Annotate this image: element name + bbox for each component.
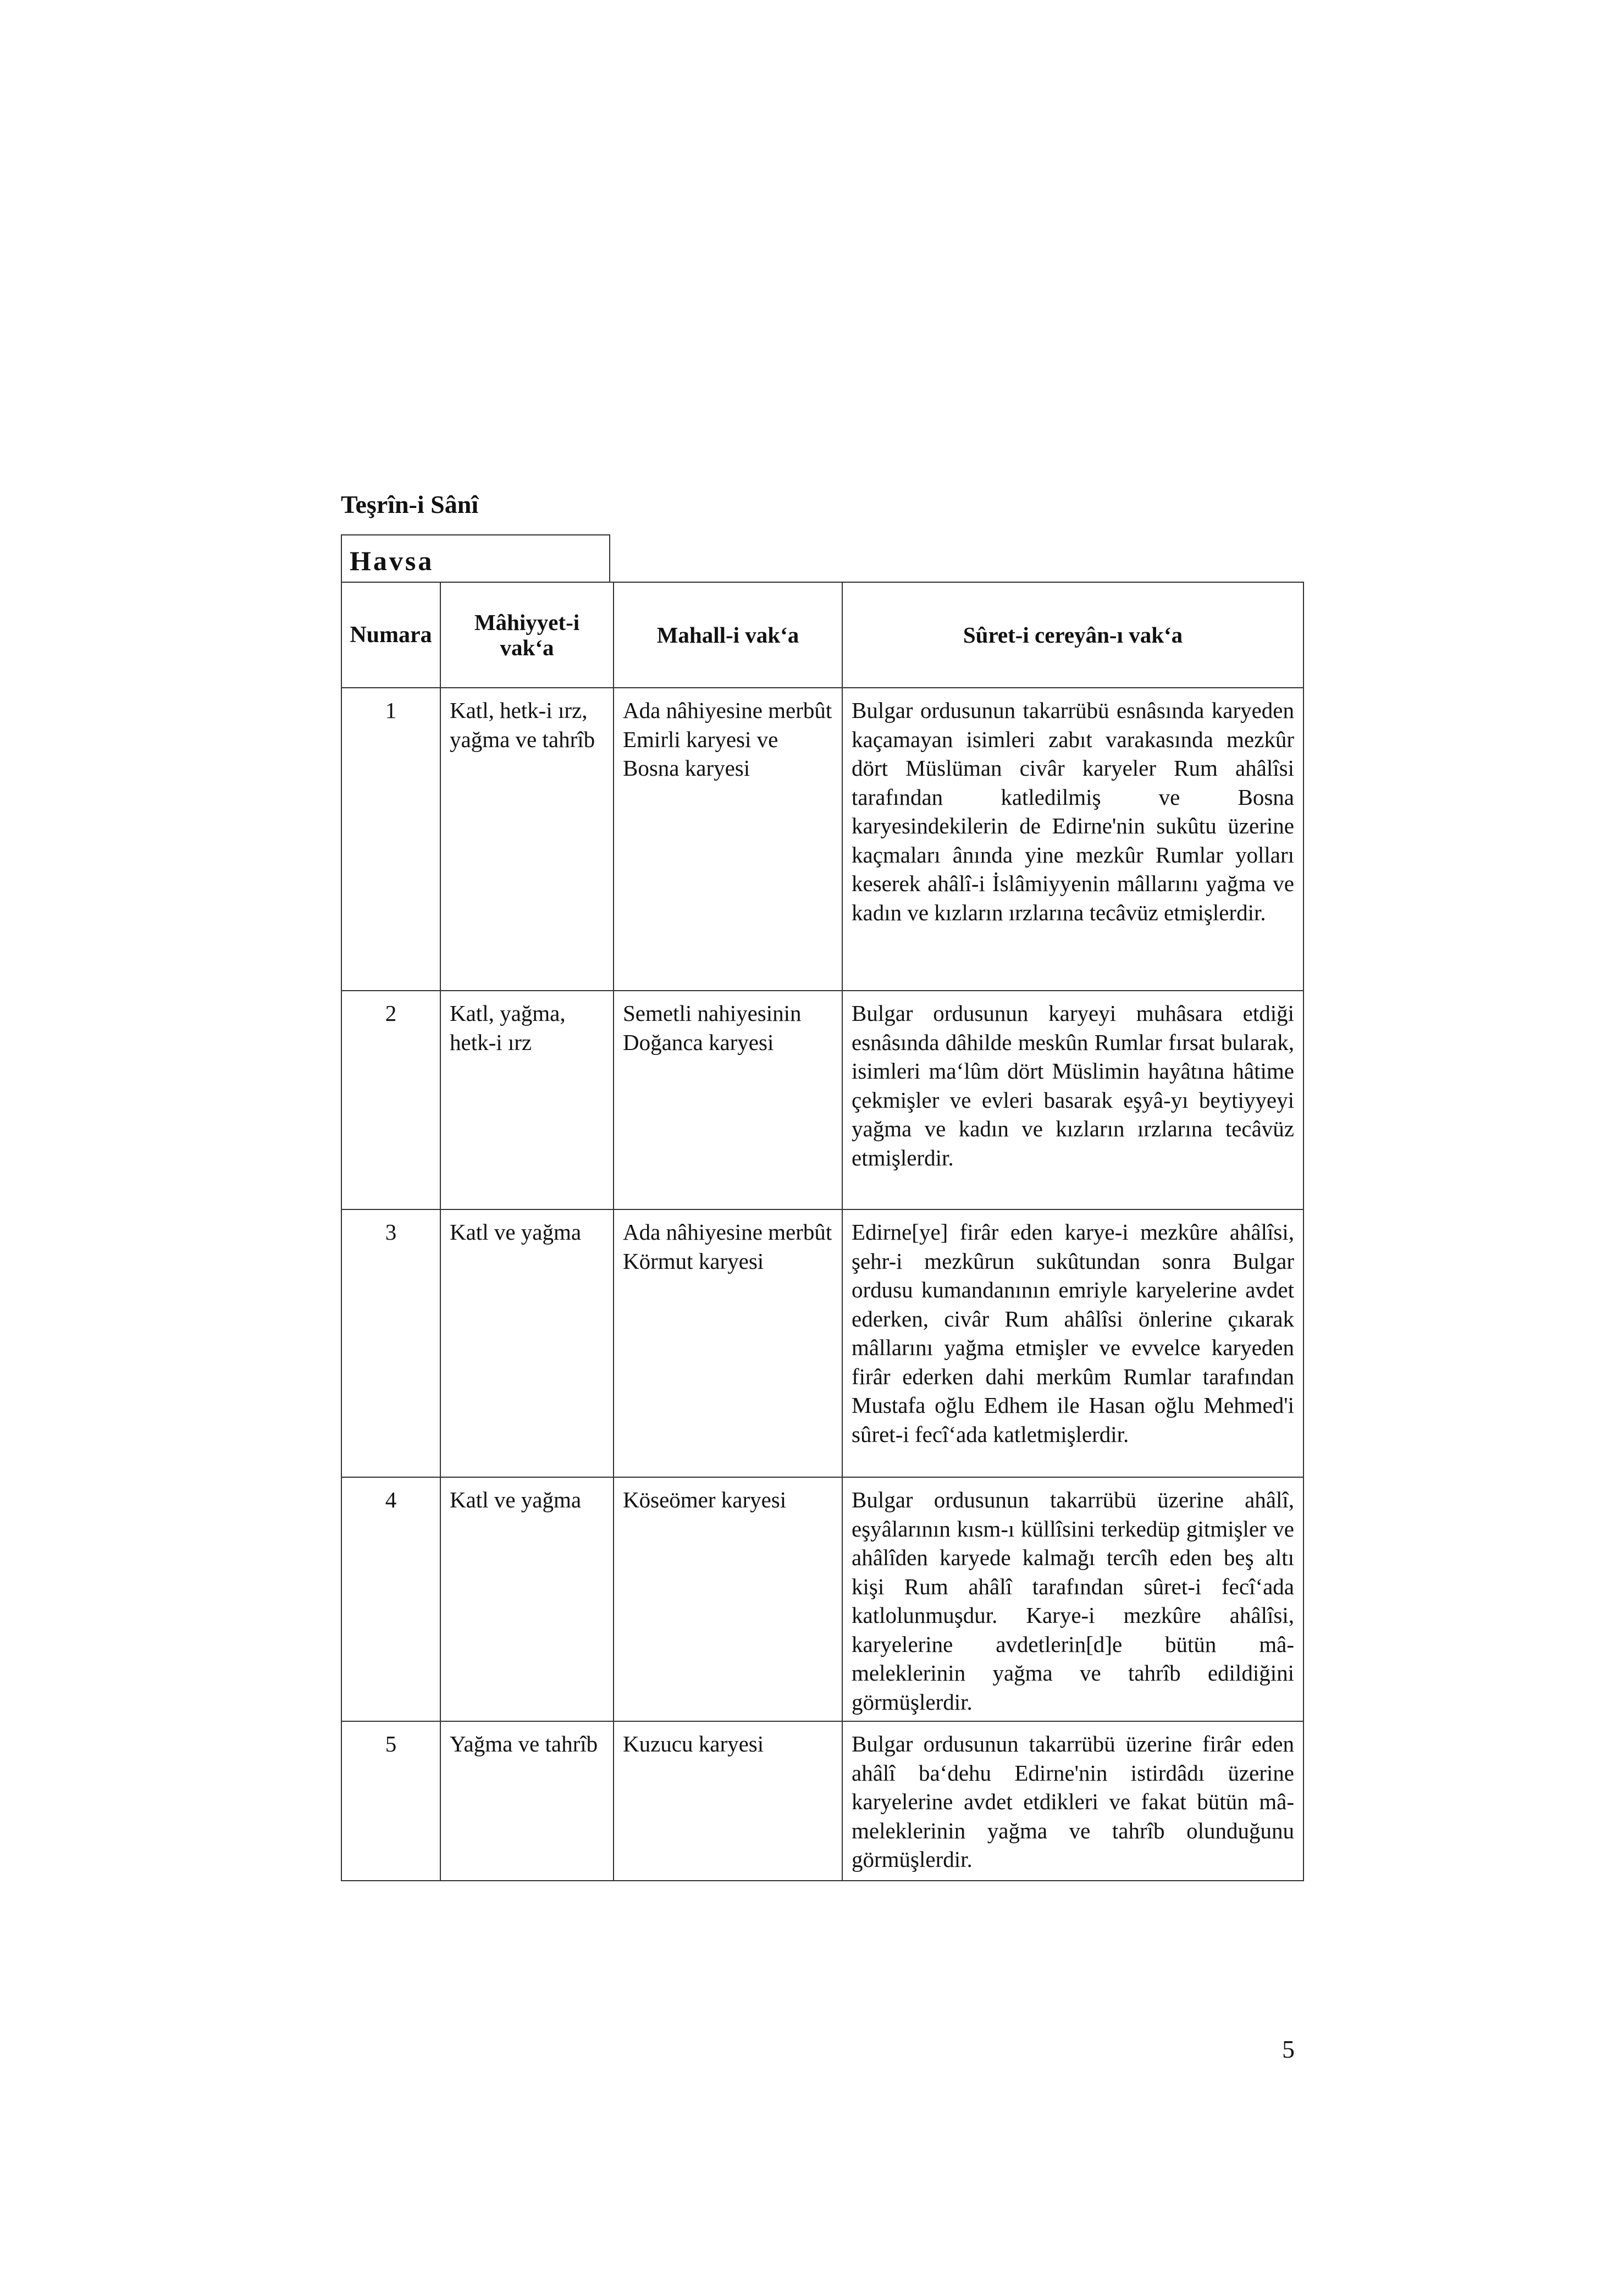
header-course: Sûret-i cereyân-ı vak‘a [842,582,1303,688]
row-number: 2 [341,991,440,1209]
row-number: 4 [341,1477,440,1721]
section-heading: Teşrîn-i Sânî [341,490,479,518]
row-course: Bulgar ordusunun takarrübü esnâsında karyeden kaçamayan isimleri zabıt varakasında mezkûr dört Müslüman civâr karyeler Rum ahâlîsi tarafından katledilmiş ve Bosna karyesindekilerin de Edirne'nin sukûtu üzerine kaçmaları ânında yine mezkûr Rumlar yolları keserek ahâlî-i İslâmiyyenin mâllarını yağma ve kadın ve kızların ırzlarına tecâvüz etmişlerdir. [842,688,1303,991]
table-row [341,1209,1303,1477]
row-place: Köseömer karyesi [614,1477,842,1721]
row-nature: Katl, yağma, hetk-i ırz [440,991,614,1209]
table-row [341,1477,1303,1721]
row-number: 3 [341,1209,440,1477]
row-number: 5 [341,1721,440,1881]
row-place: Semetli nahiyesinin Doğanca karyesi [614,991,842,1209]
row-course: Edirne[ye] firâr eden karye-i mezkûre ahâlîsi, şehr-i mezkûrun sukûtundan sonra Bulgar ordusu kumandanının emriyle karyelerine avdet ederken, civâr Rum ahâlîsi önlerine çıkarak mâllarını yağma etmişler ve evvelce karyeden firâr ederken dahi merkûm Rumlar tarafından Mustafa oğlu Edhem ile Hasan oğlu Mehmed'i sûret-i fecî‘ada katletmişlerdir. [842,1209,1303,1477]
row-course: Bulgar ordusunun karyeyi muhâsara etdiği esnâsında dâhilde meskûn Rumlar fırsat bularak, isimleri ma‘lûm dört Müslimin hayâtına hâtime çekmişler ve evleri basarak eşyâ-yı beytiyyeyi yağma ve kadın ve kızların ırzlarına tecâvüz etmişlerdir. [842,991,1303,1209]
header-place: Mahall-i vak‘a [614,582,842,688]
row-nature: Katl ve yağma [440,1477,614,1721]
table-row [341,991,1303,1209]
row-nature: Katl ve yağma [440,1209,614,1477]
row-place: Ada nâhiyesine merbût Körmut karyesi [614,1209,842,1477]
row-place: Kuzucu karyesi [614,1721,842,1881]
table-header-row [341,582,1303,688]
region-label: Havsa [341,534,610,582]
row-number: 1 [341,688,440,991]
table-row [341,1721,1303,1881]
table-row [341,688,1303,991]
header-nature: Mâhiyyet-i vak‘a [440,582,614,688]
page-number: 5 [1282,2035,1295,2063]
row-course: Bulgar ordusunun takarrübü üzerine ahâlî, eşyâlarının kısm-ı küllîsini terkedüp gitmişler ve ahâlîden karyede kalmağı tercîh eden beş altı kişi Rum ahâlî tarafından sûret-i fecî‘ada katlolunmuşdur. Karye-i mezkûre ahâlîsi, karyelerine avdetlerin[d]e bütün mâ-meleklerinin yağma ve tahrîb edildiğini görmüşlerdir. [842,1477,1303,1721]
row-place: Ada nâhiyesine merbût Emirli karyesi ve Bosna karyesi [614,688,842,991]
row-nature: Katl, hetk-i ırz, yağma ve tahrîb [440,688,614,991]
row-nature: Yağma ve tahrîb [440,1721,614,1881]
events-table [341,582,1304,1881]
header-number: Numara [341,582,440,688]
row-course: Bulgar ordusunun takarrübü üzerine firâr eden ahâlî ba‘dehu Edirne'nin istirdâdı üzerine karyelerine avdet etdikleri ve fakat bütün mâ-meleklerinin yağma ve tahrîb olunduğunu görmüşlerdir. [842,1721,1303,1881]
